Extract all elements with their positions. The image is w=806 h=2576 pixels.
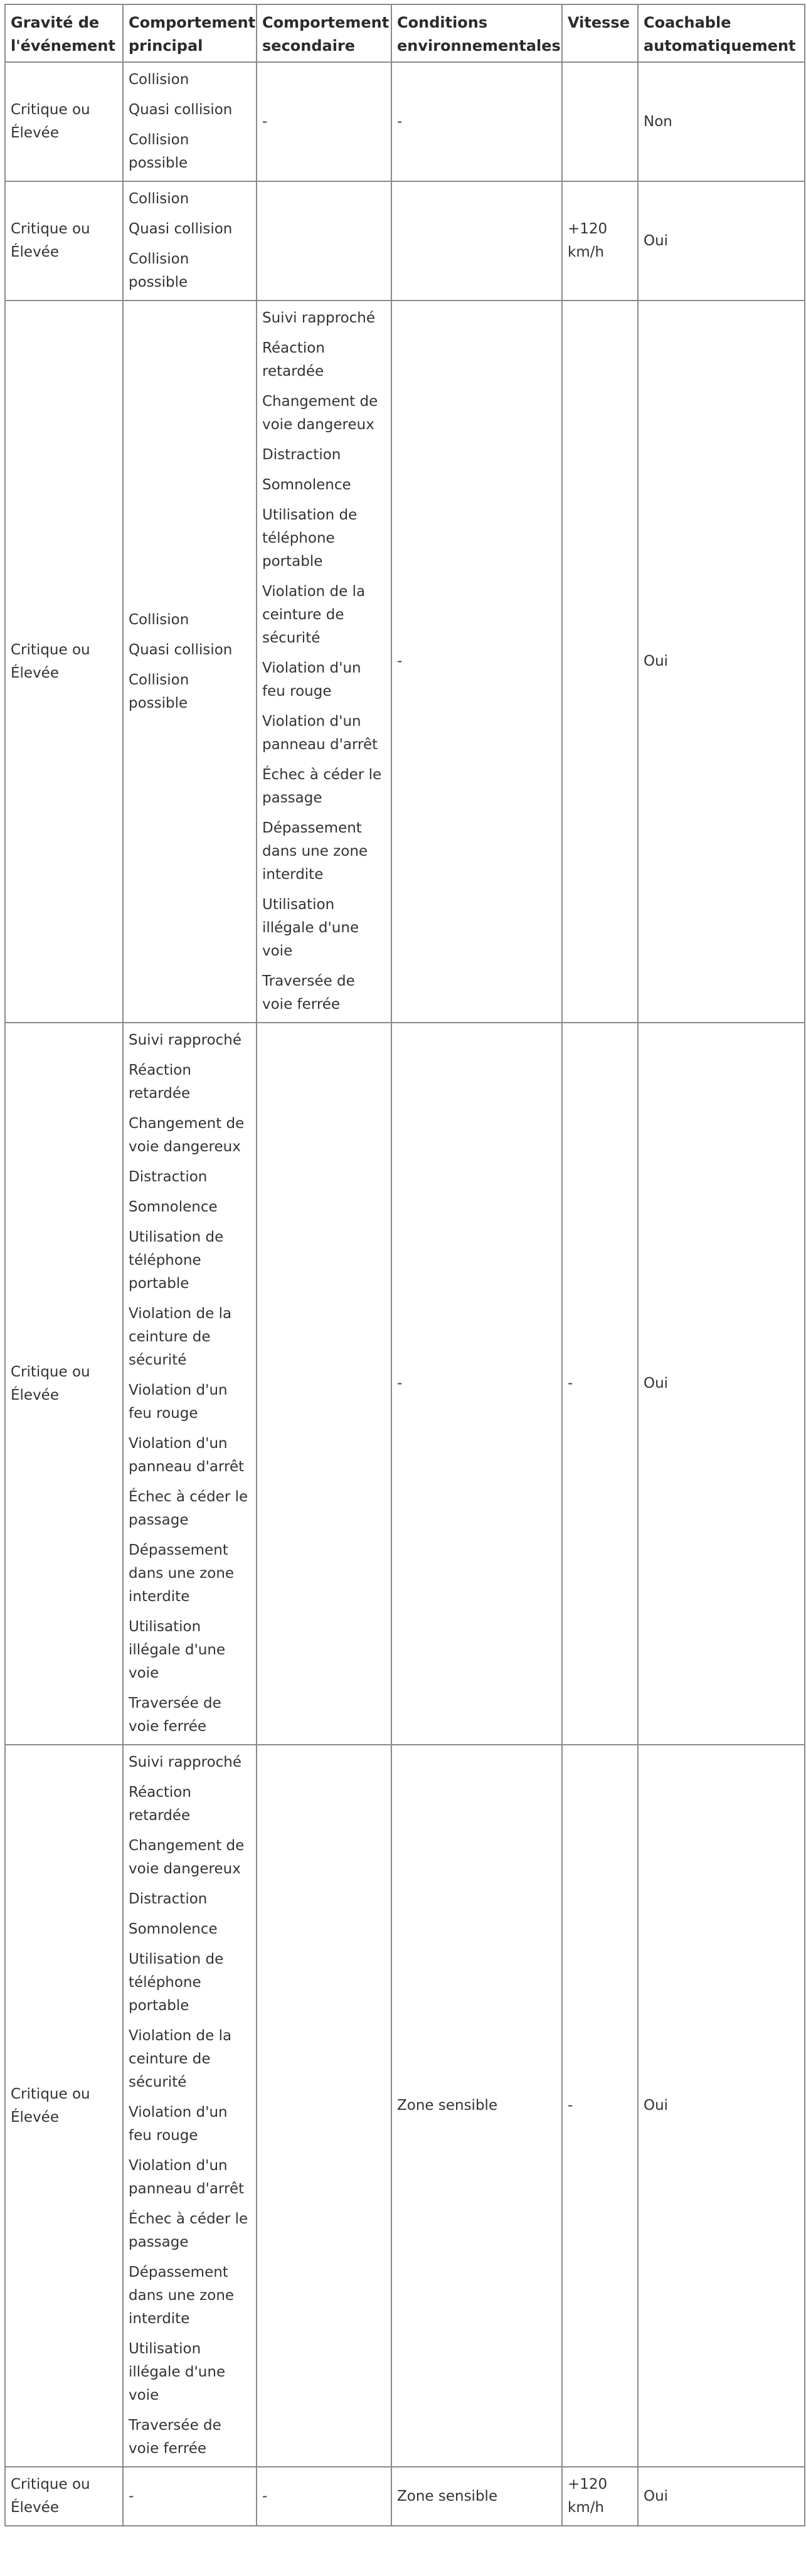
secondary-behavior-cell bbox=[257, 2467, 391, 2526]
behavior-item: Traversée de voie ferrée bbox=[129, 1695, 221, 1735]
speed-cell: - bbox=[562, 1023, 638, 1745]
environment-cell bbox=[391, 181, 562, 301]
severity-cell: Critique ou Élevée bbox=[5, 1745, 123, 2467]
primary-behavior-cell bbox=[123, 1023, 257, 1745]
coachable-cell: Oui bbox=[638, 2467, 805, 2526]
table-row bbox=[5, 181, 805, 301]
speed-cell bbox=[562, 62, 638, 181]
behavior-item: - bbox=[262, 2488, 268, 2504]
behavior-item: Quasi collision bbox=[129, 221, 233, 237]
secondary-behavior-cell bbox=[257, 1745, 391, 2467]
behavior-item: Somnolence bbox=[262, 477, 351, 493]
primary-behavior-cell-list bbox=[129, 1029, 251, 1738]
behavior-item: Échec à céder le passage bbox=[262, 767, 382, 806]
severity-cell: Critique ou Élevée bbox=[5, 2467, 123, 2526]
behavior-item: Collision possible bbox=[129, 132, 189, 171]
primary-behavior-cell-list bbox=[129, 188, 251, 294]
behavior-item: Quasi collision bbox=[129, 102, 233, 118]
table-body bbox=[5, 62, 805, 2526]
behavior-item: Collision bbox=[129, 72, 189, 88]
primary-behavior-cell bbox=[123, 2467, 257, 2526]
primary-behavior-cell-list bbox=[129, 1751, 251, 2461]
table-row bbox=[5, 62, 805, 181]
speed-cell: - bbox=[562, 1745, 638, 2467]
behavior-item: Distraction bbox=[129, 1891, 208, 1907]
behavior-item: Traversée de voie ferrée bbox=[262, 973, 355, 1013]
coachable-cell: Non bbox=[638, 62, 805, 181]
environment-cell: - bbox=[391, 62, 562, 181]
header-auto-coachable: Coachable automatiquement bbox=[638, 4, 805, 62]
behavior-item: Violation de la ceinture de sécurité bbox=[129, 2028, 232, 2090]
header-speed: Vitesse bbox=[562, 4, 638, 62]
table-row bbox=[5, 301, 805, 1023]
behavior-item: Changement de voie dangereux bbox=[129, 1115, 245, 1155]
behavior-item: Réaction retardée bbox=[129, 1062, 191, 1102]
header-environmental-conditions: Conditions environnementales bbox=[391, 4, 562, 62]
environment-cell: Zone sensible bbox=[391, 2467, 562, 2526]
behavior-item: Dépassement dans une zone interdite bbox=[129, 2264, 235, 2327]
behavior-item: Utilisation de téléphone portable bbox=[129, 1229, 224, 1292]
behavior-item: Distraction bbox=[262, 447, 341, 463]
primary-behavior-cell-list bbox=[129, 68, 251, 175]
table-row bbox=[5, 1745, 805, 2467]
behavior-item: Collision bbox=[129, 611, 189, 628]
primary-behavior-cell bbox=[123, 62, 257, 181]
secondary-behavior-cell bbox=[257, 62, 391, 181]
primary-behavior-cell bbox=[123, 1745, 257, 2467]
severity-cell: Critique ou Élevée bbox=[5, 62, 123, 181]
primary-behavior-cell bbox=[123, 301, 257, 1023]
secondary-behavior-cell-list bbox=[262, 110, 386, 134]
behavior-item: Échec à céder le passage bbox=[129, 2211, 248, 2250]
behavior-item: Utilisation illégale d'une voie bbox=[129, 2341, 226, 2403]
secondary-behavior-cell bbox=[257, 1023, 391, 1745]
behavior-item: Dépassement dans une zone interdite bbox=[262, 820, 368, 883]
secondary-behavior-cell bbox=[257, 181, 391, 301]
behavior-item: Suivi rapproché bbox=[129, 1754, 242, 1770]
behavior-item: Utilisation illégale d'une voie bbox=[262, 897, 359, 959]
environment-cell: - bbox=[391, 1023, 562, 1745]
table-row bbox=[5, 2467, 805, 2526]
behavior-item: Somnolence bbox=[129, 1199, 218, 1215]
primary-behavior-cell-list bbox=[129, 2485, 251, 2508]
behavior-item: Suivi rapproché bbox=[129, 1032, 242, 1048]
behavior-item: Collision possible bbox=[129, 671, 189, 711]
behavior-item: Dépassement dans une zone interdite bbox=[129, 1542, 235, 1605]
coachable-cell: Oui bbox=[638, 301, 805, 1023]
behavior-item: Changement de voie dangereux bbox=[262, 393, 378, 433]
secondary-behavior-cell bbox=[257, 301, 391, 1023]
behavior-item: Violation de la ceinture de sécurité bbox=[129, 1306, 232, 1368]
environment-cell: Zone sensible bbox=[391, 1745, 562, 2467]
speed-cell bbox=[562, 301, 638, 1023]
coachable-cell: Oui bbox=[638, 181, 805, 301]
coachable-cell: Oui bbox=[638, 1745, 805, 2467]
environment-cell: - bbox=[391, 301, 562, 1023]
coachable-cell: Oui bbox=[638, 1023, 805, 1745]
behavior-item: Suivi rapproché bbox=[262, 310, 376, 326]
header-secondary-behavior: Comportement secondaire bbox=[257, 4, 391, 62]
severity-cell: Critique ou Élevée bbox=[5, 1023, 123, 1745]
behavior-item: - bbox=[262, 113, 268, 130]
behavior-item: Utilisation illégale d'une voie bbox=[129, 1619, 226, 1681]
behavior-item: Violation d'un feu rouge bbox=[129, 1382, 228, 1422]
speed-cell: +120 km/h bbox=[562, 181, 638, 301]
behavior-item: Changement de voie dangereux bbox=[129, 1838, 245, 1877]
table-row bbox=[5, 1023, 805, 1745]
behavior-item: - bbox=[129, 2488, 134, 2504]
primary-behavior-cell-list bbox=[129, 609, 251, 715]
behavior-item: Utilisation de téléphone portable bbox=[129, 1951, 224, 2014]
secondary-behavior-cell-list bbox=[262, 2485, 386, 2508]
behavior-item: Collision possible bbox=[129, 251, 189, 290]
behavior-item: Échec à céder le passage bbox=[129, 1489, 248, 1528]
speed-cell: +120 km/h bbox=[562, 2467, 638, 2526]
header-event-severity: Gravité de l'événement bbox=[5, 4, 123, 62]
behavior-item: Violation d'un panneau d'arrêt bbox=[262, 713, 378, 753]
behavior-item: Distraction bbox=[129, 1169, 208, 1185]
behavior-item: Utilisation de téléphone portable bbox=[262, 507, 358, 570]
severity-cell: Critique ou Élevée bbox=[5, 181, 123, 301]
behavior-item: Traversée de voie ferrée bbox=[129, 2417, 221, 2457]
header-primary-behavior: Comportement principal bbox=[123, 4, 257, 62]
behavior-item: Réaction retardée bbox=[129, 1784, 191, 1824]
secondary-behavior-cell-list bbox=[262, 307, 386, 1016]
behavior-item: Violation d'un feu rouge bbox=[262, 660, 361, 700]
behavior-item: Quasi collision bbox=[129, 641, 233, 658]
behavior-item: Violation d'un panneau d'arrêt bbox=[129, 2158, 245, 2197]
coaching-rules-table bbox=[4, 4, 805, 2526]
severity-cell: Critique ou Élevée bbox=[5, 301, 123, 1023]
behavior-item: Violation d'un feu rouge bbox=[129, 2104, 228, 2144]
behavior-item: Violation de la ceinture de sécurité bbox=[262, 583, 366, 646]
primary-behavior-cell bbox=[123, 181, 257, 301]
behavior-item: Somnolence bbox=[129, 1921, 218, 1937]
behavior-item: Violation d'un panneau d'arrêt bbox=[129, 1435, 245, 1475]
behavior-item: Collision bbox=[129, 191, 189, 207]
behavior-item: Réaction retardée bbox=[262, 340, 325, 380]
table-header-row bbox=[5, 4, 805, 62]
